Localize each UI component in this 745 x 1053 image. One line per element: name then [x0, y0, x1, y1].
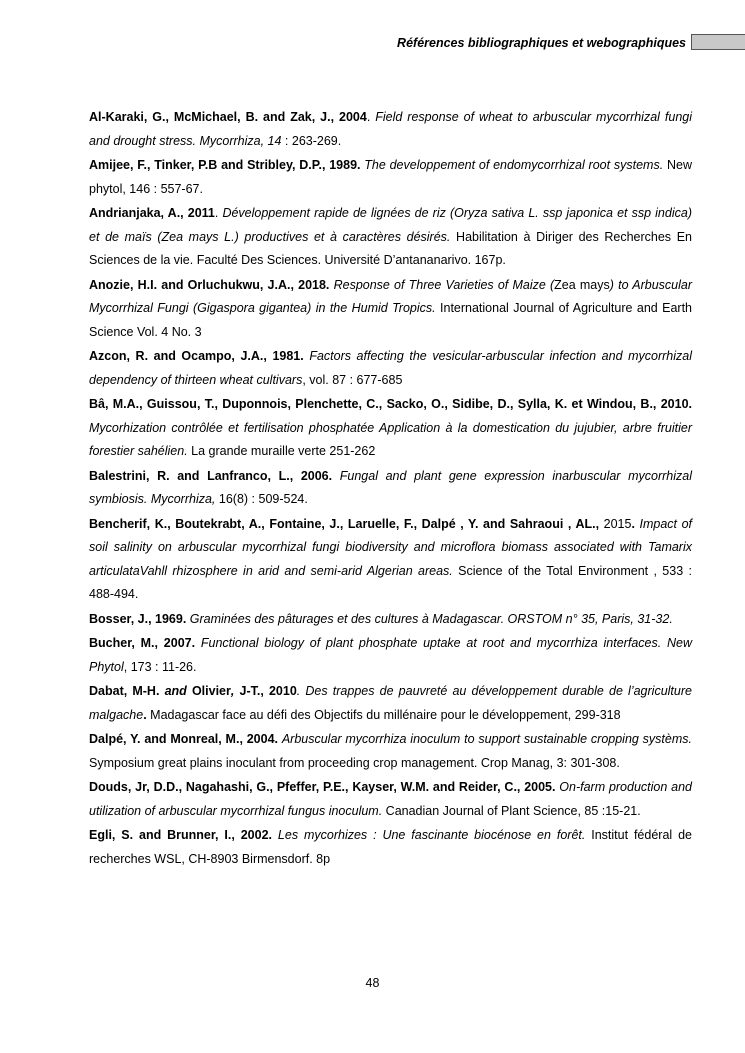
reference-author: Bucher, M., 2007.	[89, 636, 196, 650]
reference-title: Fungal and plant gene expression inarbuscular mycorrhizal symbiosis. Mycorrhiza,	[89, 468, 692, 506]
reference-author: J-T., 2010	[234, 684, 297, 698]
reference-entry	[89, 680, 692, 727]
reference-entry	[89, 608, 692, 632]
reference-text: 16(8) : 509-524.	[215, 492, 308, 506]
reference-text: .	[366, 110, 376, 124]
header-decoration-box	[691, 34, 745, 50]
reference-title: . Des trappes de pauvreté au développement durable de l’agriculture malgache	[89, 684, 692, 722]
reference-author: Al-Karaki, G., McMichael, B. and Zak, J., 2004	[89, 110, 367, 124]
reference-entry	[89, 393, 692, 464]
reference-text: Habilitation à Diriger des Recherches En Sciences de la vie. Faculté Des Sciences. Université D’antananarivo. 167p.	[89, 229, 692, 267]
reference-title: Développement rapide de lignées de riz (Oryza sativa L. ssp japonica et ssp indica) et de maïs (Zea mays L.) productives et à caractères désirés.	[89, 206, 692, 244]
reference-entry	[89, 202, 692, 273]
reference-text: Institut fédéral de recherches WSL, CH-8903 Birmensdorf. 8p	[89, 828, 692, 866]
reference-author: Douds, Jr, D.D., Nagahashi, G., Pfeffer, P.E., Kayser, W.M. and Reider, C., 2005.	[89, 780, 556, 794]
reference-title: Graminées des pâturages et des cultures à Madagascar. ORSTOM n° 35, Paris, 31-32.	[189, 611, 673, 626]
reference-entry	[89, 776, 692, 823]
page-header-title: Références bibliographiques et webographiques	[397, 36, 686, 50]
reference-author: Bâ, M.A., Guissou, T., Duponnois, Plenchette, C., Sacko, O., Sidibe, D., Sylla, K. et Windou, B., 2010.	[89, 397, 692, 411]
reference-text: Zea mays	[554, 277, 610, 292]
reference-author: Anozie, H.I. and Orluchukwu, J.A., 2018.	[89, 277, 330, 292]
reference-entry	[89, 632, 692, 679]
reference-text: 2015	[599, 516, 632, 531]
reference-title: Arbuscular mycorrhiza inoculum to support sustainable cropping systèms.	[281, 732, 692, 746]
reference-entry	[89, 345, 692, 392]
reference-text: , vol. 87 : 677-685	[302, 372, 403, 387]
reference-entry	[89, 513, 692, 607]
reference-text: La grande muraille verte 251-262	[187, 444, 376, 458]
reference-entry	[89, 154, 692, 201]
reference-entry	[89, 824, 692, 871]
reference-author: Dabat, M-H.	[89, 684, 165, 698]
reference-text	[332, 469, 340, 483]
reference-text: Madagascar face au défi des Objectifs du millénaire pour le développement, 299-318	[146, 707, 621, 722]
reference-text: , 173 : 11-26.	[123, 659, 197, 674]
reference-text: Symposium great plains inoculant from proceeding crop management. Crop Manag, 3: 301-308.	[89, 755, 620, 770]
reference-title: Field response of wheat to arbuscular mycorrhizal fungi and drought stress. Mycorrhiza, 14	[89, 110, 692, 148]
reference-author: Olivier	[186, 684, 231, 698]
reference-author: Andrianjaka, A., 2011	[89, 206, 215, 220]
reference-author: Azcon, R. and Ocampo, J.A., 1981.	[89, 349, 304, 363]
reference-entry	[89, 274, 692, 345]
reference-list	[89, 106, 692, 872]
reference-title: The developpement of endomycorrhizal root systems.	[364, 158, 664, 172]
reference-text: ,	[230, 684, 235, 698]
reference-author: .	[631, 516, 635, 531]
reference-author: Bosser, J., 1969.	[89, 611, 187, 626]
reference-title: On-farm production and utilization of arbuscular mycorrhizal fungus inoculum.	[89, 780, 692, 818]
reference-entry	[89, 465, 692, 512]
reference-title: Response of Three Varieties of Maize (	[333, 277, 555, 292]
reference-text: International Journal of Agriculture and Earth Science Vol. 4 No. 3	[89, 301, 692, 339]
reference-title: ) to Arbuscular Mycorrhizal Fungi (Gigaspora gigantea) in the Humid Tropics.	[89, 277, 692, 315]
reference-text: .	[214, 206, 223, 220]
reference-author: Balestrini, R. and Lanfranco, L., 2006.	[89, 468, 333, 483]
reference-title: Mycorhization contrôlée et fertilisation phosphatée Application à la domestication du jujubier, arbre fruitier forestier sahélien.	[89, 420, 692, 458]
reference-text: and	[164, 684, 187, 698]
reference-text: : 263-269.	[281, 133, 342, 148]
reference-title: Functional biology of plant phosphate uptake at root and mycorrhiza interfaces. New Phytol	[89, 636, 692, 674]
reference-author: Egli, S. and Brunner, I., 2002.	[89, 828, 273, 842]
reference-text: Canadian Journal of Plant Science, 85 :15-21.	[382, 803, 641, 818]
reference-title: Impact of soil salinity on arbuscular mycorrhizal fungi biodiversity and microflora biomass associated with Tamarix articulataVahll rhizosphere in arid and semi-arid Algerian areas.	[89, 516, 693, 578]
reference-author: Bencherif, K., Boutekrabt, A., Fontaine, J., Laruelle, F., Dalpé , Y. and Sahraoui , AL.,	[89, 516, 600, 531]
page-number: 48	[365, 976, 380, 990]
reference-title: Les mycorhizes : Une fascinante biocénose en forêt.	[277, 828, 586, 842]
reference-author: Amijee, F., Tinker, P.B and Stribley, D.P., 1989.	[89, 158, 361, 172]
reference-author: .	[143, 707, 147, 722]
reference-entry	[89, 106, 692, 153]
reference-text: Science of the Total Environment , 533 : 488-494.	[89, 563, 692, 601]
reference-entry	[89, 728, 692, 775]
reference-title: Factors affecting the vesicular-arbuscular infection and mycorrhizal dependency of thirteen wheat cultivars	[89, 349, 692, 387]
reference-author: Dalpé, Y. and Monreal, M., 2004.	[89, 732, 279, 746]
reference-text: New phytol, 146 : 557-67.	[89, 158, 692, 196]
